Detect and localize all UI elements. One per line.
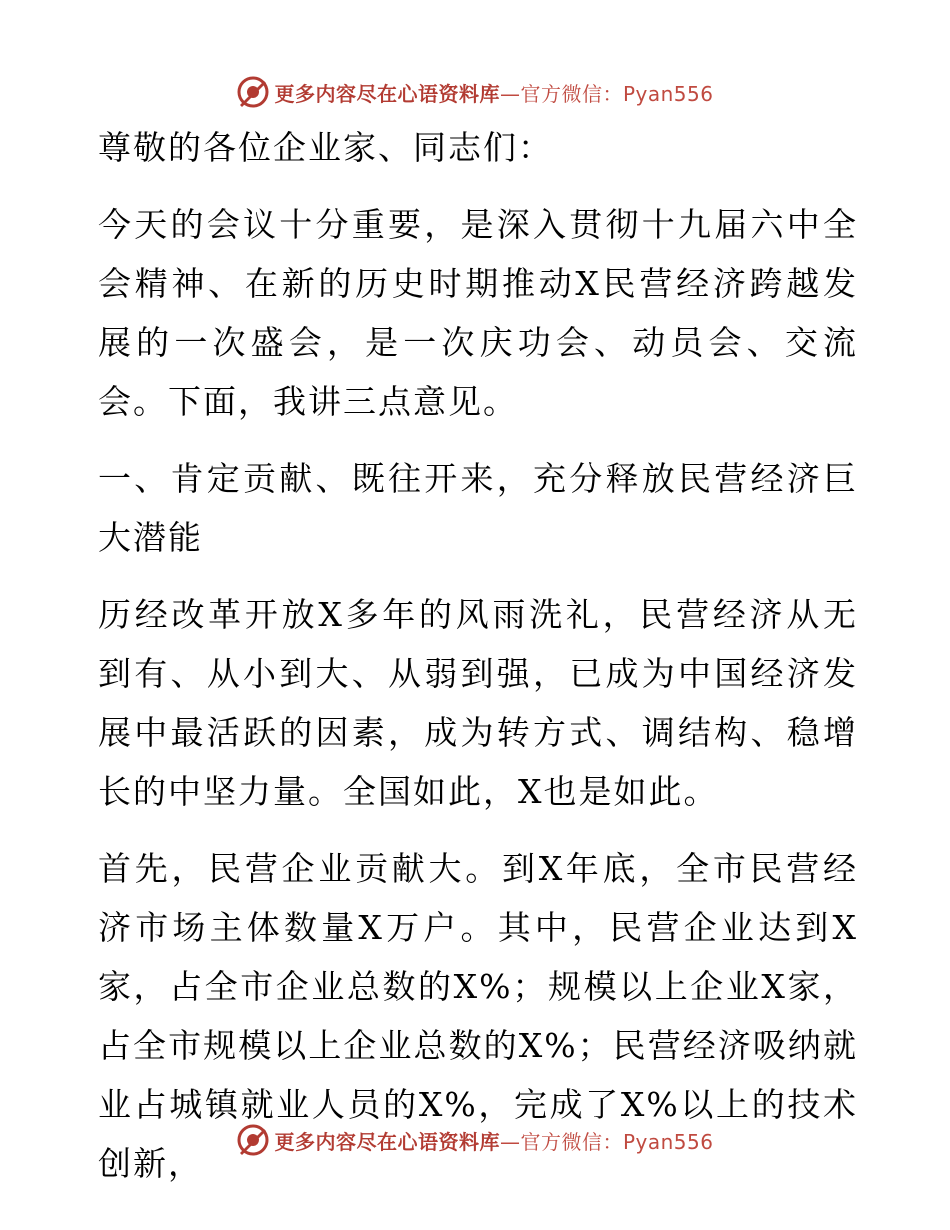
seal-pen-icon (236, 1123, 270, 1157)
watermark-banner-top (0, 72, 950, 112)
document-body (98, 118, 858, 1211)
watermark-text: 更多内容尽在心语资料库—官方微信：Pyan556 (274, 81, 714, 106)
watermark-banner-bottom (0, 1120, 950, 1160)
paragraph-history: 历经改革开放X多年的风雨洗礼，民营经济从无到有、从小到大、从弱到强，已成为中国经济发展中最活跃的因素，成为转方式、调结构、稳增长的中坚力量。全国如此，X也是如此。 (98, 595, 858, 811)
salutation: 尊敬的各位企业家、同志们： (98, 128, 553, 167)
paragraph-intro: 今天的会议十分重要，是深入贯彻十九届六中全会精神、在新的历史时期推动X民营经济跨越发展的一次盛会，是一次庆功会、动员会、交流会。下面，我讲三点意见。 (98, 205, 858, 421)
paragraph-contribution: 首先，民营企业贡献大。到X年底，全市民营经济市场主体数量X万户。其中，民营企业达到X家，占全市企业总数的X%；规模以上企业X家，占全市规模以上企业总数的X%；民营经济吸纳就业占城镇就业人员的X%，完成了X%以上的技术创新， (98, 849, 858, 1183)
watermark-text: 更多内容尽在心语资料库—官方微信：Pyan556 (274, 1129, 714, 1154)
section-heading-1: 一、肯定贡献、既往开来，充分释放民营经济巨大潜能 (98, 459, 858, 557)
seal-pen-icon (236, 75, 270, 109)
